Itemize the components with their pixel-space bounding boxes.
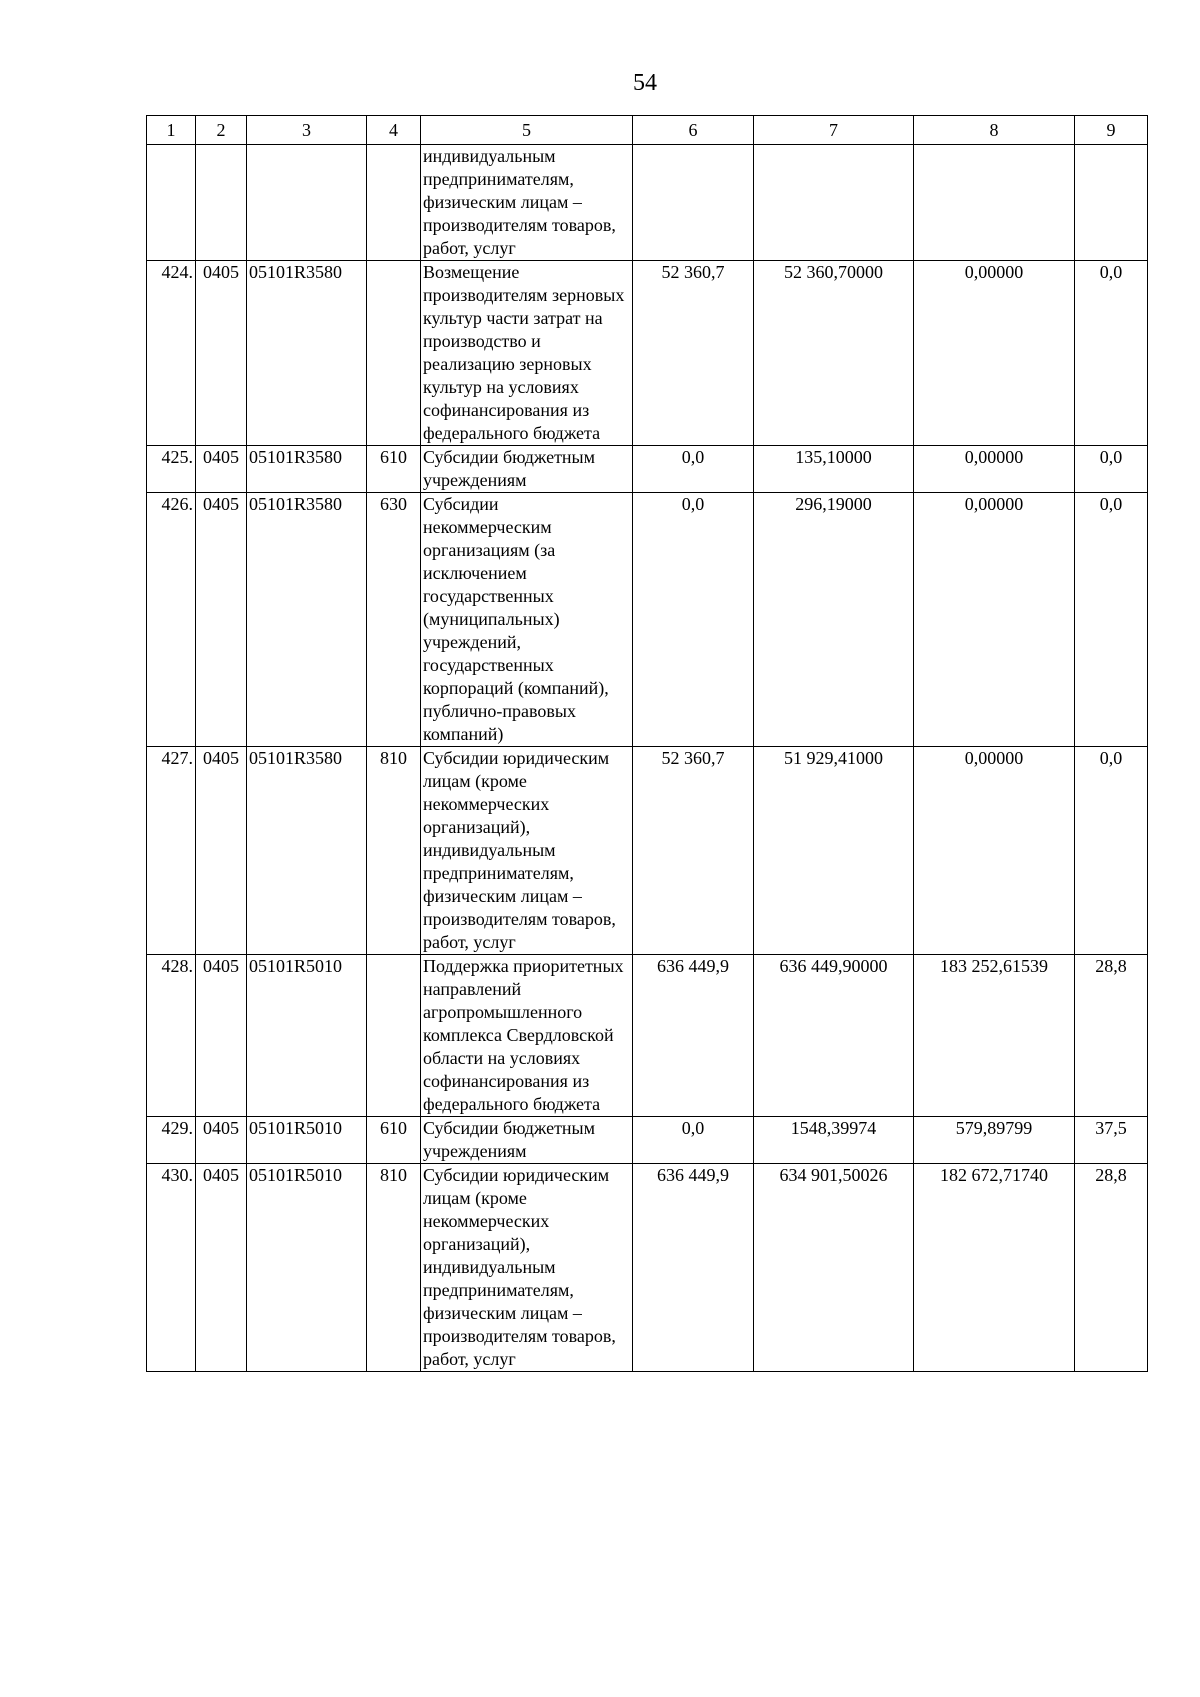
percent-cell [1075, 145, 1148, 261]
expense-type-cell: 610 [367, 1117, 421, 1164]
executed-cell: 182 672,71740 [914, 1164, 1075, 1372]
target-code-cell: 05101R5010 [247, 955, 367, 1117]
expense-type-cell: 610 [367, 446, 421, 493]
row-number-cell: 429. [147, 1117, 196, 1164]
plan-cell: 636 449,9 [633, 955, 754, 1117]
plan-cell: 0,0 [633, 493, 754, 747]
name-cell: Возмещение производителям зерновых культур части затрат на производство и реализацию зерновых культур на условиях софинансирования из федерального бюджета [421, 261, 633, 446]
percent-cell: 28,8 [1075, 955, 1148, 1117]
column-header: 5 [421, 116, 633, 145]
table-row [147, 1117, 1148, 1164]
plan-cell: 0,0 [633, 1117, 754, 1164]
plan-adjusted-cell: 636 449,90000 [754, 955, 914, 1117]
expense-type-cell [367, 261, 421, 446]
name-cell: Поддержка приоритетных направлений агропромышленного комплекса Свердловской области на условиях софинансирования из федерального бюджета [421, 955, 633, 1117]
plan-adjusted-cell [754, 145, 914, 261]
expense-type-cell [367, 145, 421, 261]
executed-cell [914, 145, 1075, 261]
target-code-cell: 05101R5010 [247, 1117, 367, 1164]
row-number-cell: 427. [147, 747, 196, 955]
percent-cell: 28,8 [1075, 1164, 1148, 1372]
name-cell: Субсидии юридическим лицам (кроме некоммерческих организаций), индивидуальным предпринимателям, физическим лицам – производителям товаров, работ, услуг [421, 747, 633, 955]
table-row [147, 747, 1148, 955]
row-number-cell: 425. [147, 446, 196, 493]
plan-adjusted-cell: 51 929,41000 [754, 747, 914, 955]
column-header: 9 [1075, 116, 1148, 145]
page-number: 54 [633, 70, 657, 96]
target-code-cell: 05101R5010 [247, 1164, 367, 1372]
plan-cell: 52 360,7 [633, 747, 754, 955]
expense-type-cell: 810 [367, 1164, 421, 1372]
name-cell: Субсидии юридическим лицам (кроме некоммерческих организаций), индивидуальным предпринимателям, физическим лицам – производителям товаров, работ, услуг [421, 1164, 633, 1372]
executed-cell: 0,00000 [914, 747, 1075, 955]
section-code-cell: 0405 [196, 1117, 247, 1164]
row-number-cell: 424. [147, 261, 196, 446]
column-header: 4 [367, 116, 421, 145]
target-code-cell: 05101R3580 [247, 261, 367, 446]
section-code-cell [196, 145, 247, 261]
column-header: 1 [147, 116, 196, 145]
budget-table [146, 115, 1148, 1372]
expense-type-cell: 630 [367, 493, 421, 747]
plan-adjusted-cell: 634 901,50026 [754, 1164, 914, 1372]
section-code-cell: 0405 [196, 955, 247, 1117]
plan-adjusted-cell: 1548,39974 [754, 1117, 914, 1164]
section-code-cell: 0405 [196, 446, 247, 493]
executed-cell: 0,00000 [914, 493, 1075, 747]
table-row [147, 145, 1148, 261]
table-row [147, 446, 1148, 493]
table-row [147, 955, 1148, 1117]
executed-cell: 0,00000 [914, 261, 1075, 446]
name-cell: Субсидии бюджетным учреждениям [421, 1117, 633, 1164]
row-number-cell [147, 145, 196, 261]
percent-cell: 37,5 [1075, 1117, 1148, 1164]
plan-cell [633, 145, 754, 261]
percent-cell: 0,0 [1075, 446, 1148, 493]
target-code-cell [247, 145, 367, 261]
expense-type-cell: 810 [367, 747, 421, 955]
plan-cell: 0,0 [633, 446, 754, 493]
section-code-cell: 0405 [196, 493, 247, 747]
table-row [147, 493, 1148, 747]
header-row [147, 116, 1148, 145]
section-code-cell: 0405 [196, 747, 247, 955]
column-header: 2 [196, 116, 247, 145]
plan-cell: 636 449,9 [633, 1164, 754, 1372]
column-header: 6 [633, 116, 754, 145]
plan-cell: 52 360,7 [633, 261, 754, 446]
row-number-cell: 430. [147, 1164, 196, 1372]
column-header: 7 [754, 116, 914, 145]
expense-type-cell [367, 955, 421, 1117]
executed-cell: 0,00000 [914, 446, 1075, 493]
target-code-cell: 05101R3580 [247, 747, 367, 955]
plan-adjusted-cell: 135,10000 [754, 446, 914, 493]
percent-cell: 0,0 [1075, 261, 1148, 446]
plan-adjusted-cell: 52 360,70000 [754, 261, 914, 446]
section-code-cell: 0405 [196, 1164, 247, 1372]
column-header: 3 [247, 116, 367, 145]
percent-cell: 0,0 [1075, 493, 1148, 747]
percent-cell: 0,0 [1075, 747, 1148, 955]
target-code-cell: 05101R3580 [247, 493, 367, 747]
name-cell: Субсидии некоммерческим организациям (за исключением государственных (муниципальных) учреждений, государственных корпораций (компаний), публично-правовых компаний) [421, 493, 633, 747]
executed-cell: 183 252,61539 [914, 955, 1075, 1117]
name-cell: Субсидии бюджетным учреждениям [421, 446, 633, 493]
section-code-cell: 0405 [196, 261, 247, 446]
plan-adjusted-cell: 296,19000 [754, 493, 914, 747]
row-number-cell: 428. [147, 955, 196, 1117]
row-number-cell: 426. [147, 493, 196, 747]
table-row [147, 261, 1148, 446]
target-code-cell: 05101R3580 [247, 446, 367, 493]
column-header: 8 [914, 116, 1075, 145]
table-row [147, 1164, 1148, 1372]
name-cell: индивидуальным предпринимателям, физическим лицам – производителям товаров, работ, услуг [421, 145, 633, 261]
executed-cell: 579,89799 [914, 1117, 1075, 1164]
